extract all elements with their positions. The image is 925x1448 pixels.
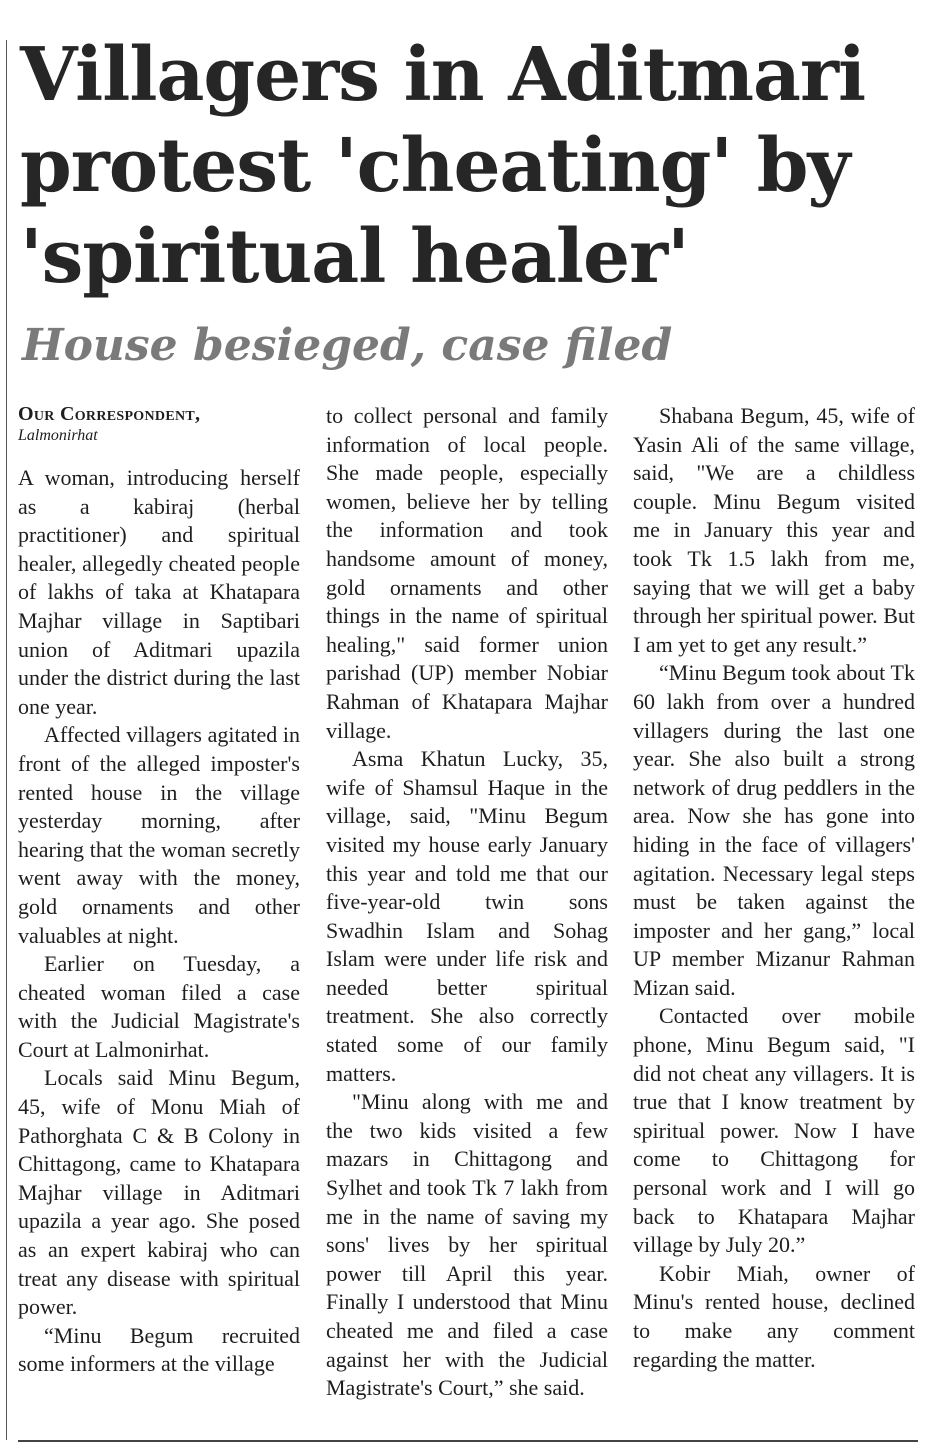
paragraph: Asma Khatun Lucky, 35, wife of Shamsul Haque in the village, said, "Minu Begum visited my house early January this year and told me that our five-year-old twin sons Swadhin Islam and Sohag Islam were under life risk and needed better spiritual treatment. She also correctly stated some of our family matters. <box>326 746 608 1086</box>
paragraph: “Minu Begum took about Tk 60 lakh from over a hundred villagers during the last one year. She also built a strong network of drug peddlers in the area. Now she has gone into hiding in the face of villagers' agitation. Necessary legal steps must be taken against the imposter and her gang,” local UP member Mizanur Rahman Mizan said. <box>633 660 915 1000</box>
bottom-rule <box>18 1440 918 1442</box>
subheadline: House besieged, case filed <box>22 320 673 371</box>
paragraph: A woman, introducing herself as a kabiraj (herbal practitioner) and spiritual healer, allegedly cheated people of lakhs of taka at Khatapara Majhar village in Saptibari union of Aditmari upazila under the district during the last one year. <box>18 465 300 719</box>
paragraph: Locals said Minu Begum, 45, wife of Monu Miah of Pathorghata C & B Colony in Chittagong, came to Khatapara Majhar village in Aditmari upazila a year ago. She posed as an expert kabiraj who can treat any disease with spiritual power. <box>18 1065 300 1320</box>
paragraph: “Minu Begum recruited some informers at the village <box>18 1322 300 1377</box>
article-column-3 <box>633 402 915 1374</box>
paragraph: Shabana Begum, 45, wife of Yasin Ali of the same village, said, "We are a childless couple. Minu Begum visited me in January this year and took Tk 1.5 lakh from me, saying that we will get a baby through her spiritual power. But I am yet to get any result.” <box>633 403 915 657</box>
paragraph: Affected villagers agitated in front of the alleged imposter's rented house in the village yesterday morning, after hearing that the woman secretly went away with the money, gold ornaments and other valuables at night. <box>18 722 300 948</box>
paragraph: Contacted over mobile phone, Minu Begum said, "I did not cheat any villagers. It is true that I know treatment by spiritual power. Now I have come to Chittagong for personal work and I will go back to Khatapara Majhar village by July 20.” <box>633 1003 915 1258</box>
column-rule-left <box>6 40 7 1440</box>
article-column-1 <box>18 402 300 1379</box>
headline: Villagers in Aditmari protest 'cheating' by 'spiritual healer' <box>20 32 866 300</box>
paragraph: Earlier on Tuesday, a cheated woman filed a case with the Judicial Magistrate's Court at Lalmonirhat. <box>18 951 300 1062</box>
paragraph: "Minu along with me and the two kids visited a few mazars in Chittagong and Sylhet and took Tk 7 lakh from me in the name of saving my sons' lives by her spiritual power till April this year. Finally I understood that Minu cheated me and filed a case against her with the Judicial Magistrate's Court,” she said. <box>326 1089 608 1401</box>
dateline: Lalmonirhat <box>18 427 98 444</box>
article-column-2 <box>326 402 608 1403</box>
paragraph: Kobir Miah, owner of Minu's rented house, declined to make any comment regarding the matter. <box>633 1260 915 1372</box>
byline: Our Correspondent, <box>18 403 201 425</box>
paragraph: to collect personal and family information of local people. She made people, especially women, believe her by telling the information and took handsome amount of money, gold ornaments and other things in the name of spiritual healing," said former union parishad (UP) member Nobiar Rahman of Khatapara Majhar village. <box>326 403 608 743</box>
